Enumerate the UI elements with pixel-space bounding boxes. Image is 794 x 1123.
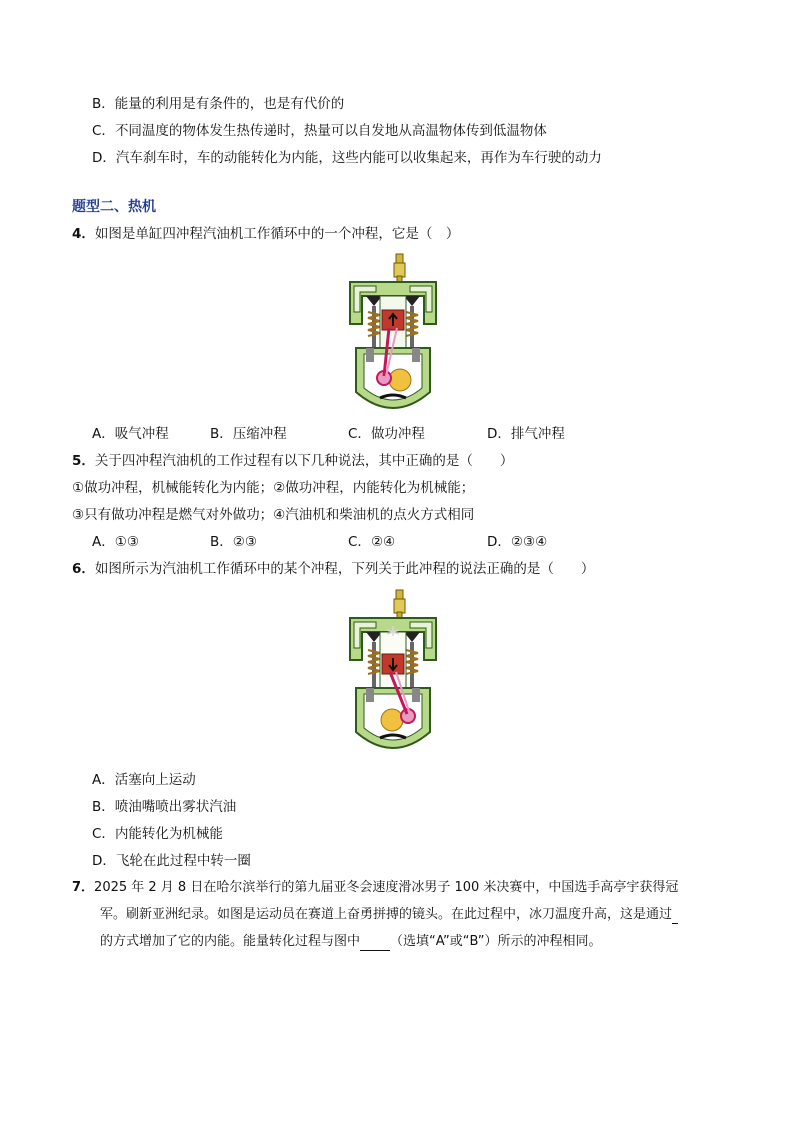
option-text: 做功冲程	[370, 426, 425, 442]
engine-figure-power	[344, 588, 442, 758]
option-text: 压缩冲程	[232, 426, 287, 442]
q6-option-d	[92, 852, 251, 870]
option-text: 吸气冲程	[114, 426, 169, 442]
q7-line-1	[72, 879, 678, 897]
option-text: 飞轮在此过程中转一圈	[115, 853, 251, 869]
prev-option-b	[92, 95, 344, 113]
option-label: A．	[92, 426, 115, 442]
q7-text-2: 军。刷新亚洲纪录。如图是运动员在赛道上奋勇拼搏的镜头。在此过程中，冰刀温度升高，这是通过	[100, 907, 673, 922]
q5-option-c	[348, 533, 395, 551]
prev-option-c	[92, 122, 547, 140]
option-text: ①③	[114, 534, 139, 550]
q5-stem-text: 关于四冲程汽油机的工作过程有以下几种说法，其中正确的是（ ）	[94, 453, 514, 469]
q6-option-b	[92, 798, 236, 816]
option-label: B．	[210, 426, 233, 442]
q5-number: 5．	[72, 453, 95, 469]
q7-blank-1[interactable]	[672, 908, 678, 924]
option-label: B．	[92, 96, 115, 112]
prev-option-d	[92, 149, 602, 167]
q6-stem	[72, 560, 594, 578]
q4-option-d	[487, 425, 565, 443]
option-text: ②④	[370, 534, 396, 550]
q4-stem	[72, 225, 459, 243]
q6-option-a	[92, 771, 196, 789]
q7-text-1: 2025 年 2 月 8 日在哈尔滨举行的第九届亚冬会速度滑冰男子 100 米决赛中，中国选手高亭宇获得冠	[94, 880, 679, 895]
q7-line-2	[100, 906, 678, 924]
option-label: D．	[487, 534, 511, 550]
section-title: 题型二、热机	[72, 199, 156, 215]
q4-stem-text: 如图是单缸四冲程汽油机工作循环中的一个冲程，它是（ ）	[94, 226, 460, 242]
option-label: C．	[348, 426, 371, 442]
option-text: 不同温度的物体发生热传递时，热量可以自发地从高温物体传到低温物体	[114, 123, 547, 139]
option-text: 内能转化为机械能	[114, 826, 223, 842]
option-text: 活塞向上运动	[114, 772, 196, 788]
option-label: C．	[348, 534, 371, 550]
q7-text-3a: 的方式增加了它的内能。能量转化过程与图中	[100, 934, 361, 949]
q7-text-3b: （选填“A”或“B”）所示的冲程相同。	[390, 934, 602, 949]
option-label: D．	[92, 150, 116, 166]
q7-number: 7．	[72, 880, 95, 895]
option-label: B．	[92, 799, 115, 815]
q4-number: 4．	[72, 226, 95, 242]
q4-option-b	[210, 425, 287, 443]
option-label: B．	[210, 534, 233, 550]
option-label: D．	[487, 426, 511, 442]
q6-stem-text: 如图所示为汽油机工作循环中的某个冲程，下列关于此冲程的说法正确的是（ ）	[94, 561, 595, 577]
q5-stem	[72, 452, 513, 470]
option-label: A．	[92, 772, 115, 788]
option-text: 喷油嘴喷出雾状汽油	[114, 799, 237, 815]
q4-option-c	[348, 425, 425, 443]
q5-option-a	[92, 533, 139, 551]
q4-option-a	[92, 425, 169, 443]
q6-number: 6．	[72, 561, 95, 577]
option-label: D．	[92, 853, 116, 869]
q5-option-b	[210, 533, 257, 551]
option-text: ②③	[232, 534, 257, 550]
q5-statements-1: ①做功冲程，机械能转化为内能；②做功冲程，内能转化为机械能；	[72, 480, 475, 496]
engine-figure-compression	[344, 252, 442, 420]
option-label: C．	[92, 123, 115, 139]
option-text: 汽车刹车时，车的动能转化为内能，这些内能可以收集起来，再作为车行驶的动力	[115, 150, 602, 166]
q7-line-3	[100, 933, 601, 951]
q6-option-c	[92, 825, 223, 843]
option-label: C．	[92, 826, 115, 842]
q5-option-d	[487, 533, 547, 551]
option-text: 排气冲程	[510, 426, 565, 442]
option-label: A．	[92, 534, 115, 550]
q5-statements-2: ③只有做功冲程是燃气对外做功；④汽油机和柴油机的点火方式相同	[72, 507, 475, 523]
option-text: 能量的利用是有条件的，也是有代价的	[114, 96, 345, 112]
q7-blank-2[interactable]	[360, 935, 390, 951]
option-text: ②③④	[510, 534, 548, 550]
